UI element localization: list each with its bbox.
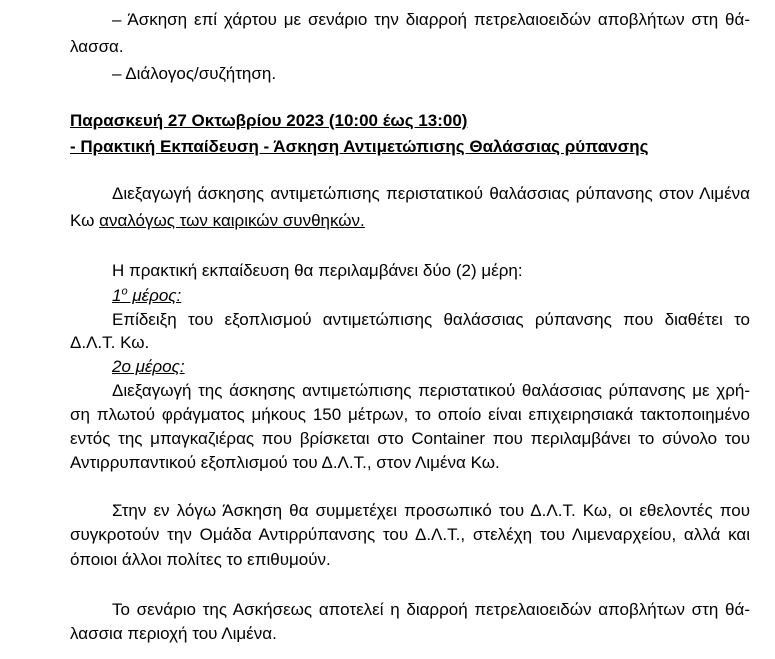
heading-date: Παρασκευή 27 Οκτωβρίου 2023 (10:00 έως 13:00) <box>70 111 468 130</box>
intro-line-1: – Άσκηση επί χάρτου με σενάριο την διαρροή πετρελαιοειδών αποβλήτων στη θά- <box>112 10 750 29</box>
p4-line-2: λασσια περιοχή του Λιμένα. <box>70 624 277 643</box>
p3-line-2: συγκροτούν την Ομάδα Αντιρρύπανσης του Δ.Λ.Τ., στελέχη του Λιμεναρχείου, αλλά και <box>70 525 750 544</box>
part2-label: 2ο μέρος: <box>112 357 185 376</box>
part2-line-4: Αντιρρυπαντικού εξοπλισμού του Δ.Λ.Τ., στον Λιμένα Κω. <box>70 453 500 472</box>
intro-line-2: λασσα. <box>70 37 124 56</box>
part2-line-1: Διεξαγωγή της άσκησης αντιμετώπισης περιστατικού θαλάσσιας ρύπανσης με χρή- <box>112 381 750 400</box>
intro-line-3: – Διάλογος/συζήτηση. <box>112 64 277 83</box>
part1-label: $1^o$ μέρος: <box>112 285 182 305</box>
p4-line-1: Το σενάριο της Ασκήσεως αποτελεί η διαρροή πετρελαιοειδών αποβλήτων στη θά- <box>112 600 750 619</box>
p1-weather-note: αναλόγως των καιρικών συνθηκών. <box>99 211 365 230</box>
p1-line-2-start: Κω <box>70 211 100 230</box>
p1-line-1: Διεξαγωγή άσκησης αντιμετώπισης περιστατικού θαλάσσιας ρύπανσης στον Λιμένα <box>112 184 750 203</box>
part2-line-2: ση πλωτού φράγματος μήκους 150 μέτρων, το οποίο είναι επιχειρησιακά τακτοποιημένο <box>70 405 750 424</box>
part1-line-1: Επίδειξη του εξοπλισμού αντιμετώπισης θαλάσσιας ρύπανσης που διαθέτει το <box>112 310 750 329</box>
p2-intro: Η πρακτική εκπαίδευση θα περιλαμβάνει δύο (2) μέρη: <box>112 261 523 280</box>
part2-line-3: εντός της μπαγκαζιέρας που βρίσκεται στο Container που περιλαμβάνει το σύνολο του <box>70 429 750 448</box>
p3-line-3: όποιοι άλλοι πολίτες το επιθυμούν. <box>70 550 331 569</box>
part1-line-2: Δ.Λ.Τ. Κω. <box>70 333 150 352</box>
heading-subtitle: - Πρακτική Εκπαίδευση - Άσκηση Αντιμετώπισης Θαλάσσιας ρύπανσης <box>70 137 649 156</box>
p3-line-1: Στην εν λόγω Άσκηση θα συμμετέχει προσωπικό του Δ.Λ.Τ. Κω, οι εθελοντές που <box>112 501 750 520</box>
p1-line-2 <box>70 211 365 231</box>
